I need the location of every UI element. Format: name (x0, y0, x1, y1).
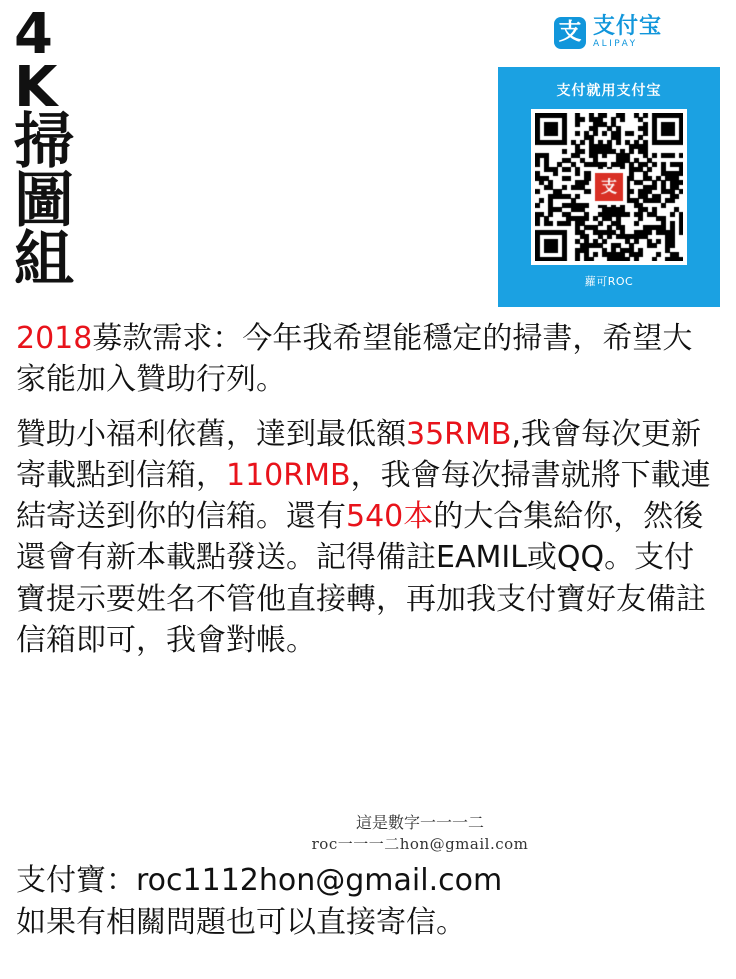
qr-panel (498, 67, 720, 307)
highlight-amount-110: 110RMB (226, 458, 351, 494)
title-char-2: K (14, 55, 56, 121)
paragraph-1 (16, 318, 722, 400)
alipay-name-cn: 支付宝 (592, 14, 662, 39)
alipay-name-en: ALIPAY (592, 39, 638, 49)
footer-line-1: 支付寶：roc1112hon@gmail.com (16, 863, 503, 898)
alipay-mark-icon: 支 (554, 17, 586, 49)
paragraph-2-a: 贊助小福利依舊，達到最低額 (16, 417, 406, 453)
footer-contact (16, 860, 722, 944)
poster-title (14, 2, 104, 296)
paragraph-2-b: ,我會每次更新寄載點到信箱， (16, 417, 702, 494)
title-char-4: 圖 (14, 166, 72, 237)
alipay-wordmark (593, 16, 662, 49)
body-text (16, 318, 722, 661)
paragraph-2-c: ，我會每次掃書就將下載連結寄送到你的信箱。還有 (16, 458, 711, 535)
qr-heading: 支付就用支付宝 (556, 83, 662, 99)
note-line-2: roc一一一二hon@gmail.com (311, 834, 529, 853)
paragraph-2 (16, 414, 722, 661)
qr-canvas (535, 113, 683, 261)
title-char-3: 掃 (14, 107, 72, 178)
qr-code-image (531, 109, 687, 265)
highlight-amount-35: 35RMB (406, 417, 512, 453)
highlight-count-540: 540本 (346, 499, 434, 535)
title-char-5: 組 (14, 225, 72, 296)
handwritten-note (290, 812, 550, 854)
footer-line-2: 如果有相關問題也可以直接寄信。 (16, 905, 466, 940)
title-char-1: 4 (14, 2, 51, 67)
note-line-1: 這是數字一一一二 (355, 813, 484, 832)
paragraph-spacer (16, 400, 722, 414)
alipay-logo (554, 16, 662, 49)
paragraph-2-d: 的大合集給你，然後還會有新本載點發送。記得備註EAMIL或QQ。支付寶提示要姓名不管他直接轉，再加我支付寶好友備註信箱即可，我會對帳。 (16, 499, 706, 658)
highlight-year: 2018 (16, 321, 93, 356)
paragraph-1-rest: 募款需求：今年我希望能穩定的掃書，希望大家能加入贊助行列。 (16, 321, 693, 398)
qr-caption: 蘿可ROC (584, 275, 634, 288)
